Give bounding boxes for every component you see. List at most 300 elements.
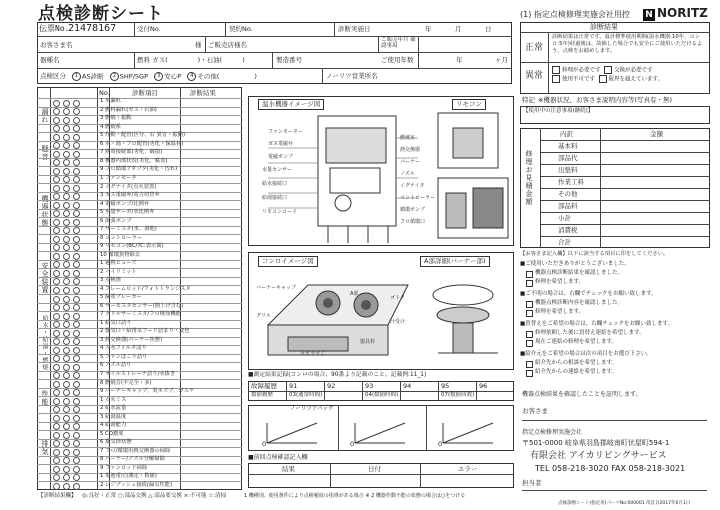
checklist-item: 5 ファンほこり詰り (100, 353, 148, 360)
result-mark-circle[interactable] (53, 364, 60, 371)
footer-legend: 【診断結果欄】 (38, 493, 77, 499)
checklist-row (37, 362, 242, 363)
estimate-row-label: 作業工料 (558, 178, 584, 186)
checklist-item: 5 作動・配管(区分、石 異音・振動) (100, 132, 186, 139)
checklist-item: 4 給湯能力 (100, 422, 127, 429)
result-mark-circle[interactable] (73, 185, 80, 192)
footer-code: 点検診断シート(指定用)パーツNo:000001 改訂日2017年6月1日 (558, 501, 691, 506)
result-mark-circle[interactable] (73, 330, 80, 337)
consent-checkbox[interactable] (526, 370, 533, 377)
stove-label-cap: バーナーキャップ (256, 285, 297, 291)
result-mark-circle[interactable] (73, 287, 80, 294)
result-mark-circle[interactable] (73, 313, 80, 320)
pressure-gauge-3 (438, 418, 498, 448)
designation-label: (1) 指定点検修理実施会社用控 (520, 10, 630, 19)
serial-label: 製造番号 (276, 56, 302, 64)
stove-label-grill: グリル (256, 313, 272, 319)
result-mark-circle[interactable] (73, 381, 80, 388)
result-mark-circle[interactable] (73, 406, 80, 413)
boiler-label-nozzle: ノズル (400, 171, 415, 177)
result-mark-circle[interactable] (73, 372, 80, 379)
estimate-row-label: 部品代 (558, 154, 578, 162)
date-label: 診断実施日 (338, 25, 371, 33)
result-mark-circle[interactable] (63, 261, 70, 268)
group-noise: 騒音 (41, 145, 49, 161)
consent-option: 機器点検診断内容を確認しました。 (535, 300, 624, 306)
consent-heading: ■ご使用いただきありがとうございました。 (520, 261, 630, 267)
checklist-item: 3 点検箇 (100, 277, 121, 284)
estimate-head-breakdown: 内訳 (560, 130, 573, 138)
checklist-item: 5 漏電ブレーカー (100, 294, 142, 301)
result-mark-circle[interactable] (63, 270, 70, 277)
result-mark-circle[interactable] (63, 372, 70, 379)
result-mark-circle[interactable] (53, 168, 60, 175)
confirm-text: 機器点検結果を確認したことを証明します。 (522, 391, 642, 398)
result-mark-circle[interactable] (53, 287, 60, 294)
boiler-label-gas-valve: ガス電磁弁 (268, 141, 294, 147)
result-mark-circle[interactable] (73, 100, 80, 107)
estimate-vertical-label: 修理お見積金額 (525, 150, 533, 206)
result-mark-circle[interactable] (53, 219, 60, 226)
boiler-label-igniter: イグナイタ (400, 183, 425, 189)
result-mark-circle[interactable] (73, 236, 80, 243)
result-mark-circle[interactable] (63, 125, 70, 132)
result-mark-circle[interactable] (53, 466, 60, 473)
record-cell: 03(通常時間) (289, 392, 323, 398)
result-mark-circle[interactable] (53, 423, 60, 430)
result-mark-circle[interactable] (63, 193, 70, 200)
stove-label-knob: 点火ツマミ (300, 351, 326, 357)
result-mark-circle[interactable] (53, 313, 60, 320)
prev-col-result: 結果 (282, 465, 295, 473)
consent-checkbox[interactable] (526, 340, 533, 347)
consent-option: 修理を希望します。 (535, 309, 585, 315)
abnormal-opt4-checkbox[interactable] (599, 75, 607, 83)
checklist-item: 5 CO濃度 (100, 430, 124, 437)
result-mark-circle[interactable] (63, 423, 70, 430)
result-mark-circle[interactable] (63, 466, 70, 473)
checklist-row (37, 396, 242, 397)
result-mark-circle[interactable] (53, 398, 60, 405)
result-mark-circle[interactable] (53, 210, 60, 217)
col-no-header: No. (99, 89, 110, 97)
result-mark-circle[interactable] (73, 278, 80, 285)
result-mark-circle[interactable] (53, 100, 60, 107)
checklist-item: 1 電池電圧(測定・数値) (100, 473, 157, 480)
estimate-row-label: 基本料 (558, 142, 578, 150)
result-mark-circle[interactable] (63, 304, 70, 311)
result-mark-circle[interactable] (63, 278, 70, 285)
result-mark-circle[interactable] (73, 304, 80, 311)
checklist-item: 2 レジブッシュ接続(漏気性能) (100, 481, 173, 488)
consent-heading: ■買替えをご希望の場合は、右欄チェックをお願い致します。 (520, 321, 674, 327)
abnormal-opt2-checkbox[interactable] (604, 66, 612, 74)
code-cell: 93 (365, 382, 374, 390)
result-mark-circle[interactable] (63, 440, 70, 447)
result-mark-circle[interactable] (53, 457, 60, 464)
result-mark-circle[interactable] (53, 202, 60, 209)
result-mark-circle[interactable] (53, 330, 60, 337)
checklist-item: 3 燃焼・振動 (100, 115, 132, 122)
result-mark-circle[interactable] (63, 227, 70, 234)
consent-checkbox[interactable] (526, 271, 533, 278)
result-mark-circle[interactable] (53, 296, 60, 303)
result-mark-circle[interactable] (63, 176, 70, 183)
result-mark-circle[interactable] (63, 296, 70, 303)
checklist-item: 6 サーモスタセンサー(熱上げ含む) (100, 302, 184, 309)
result-mark-circle[interactable] (63, 347, 70, 354)
result-mark-circle[interactable] (53, 483, 60, 490)
code-cell: 故障履歴 (251, 382, 277, 390)
fuel-label: 燃料 ガス( )・石油( ) (137, 56, 245, 64)
col-item-header: 診断項目 (132, 89, 158, 97)
boiler-label-remote-cord: リモコンコード (262, 209, 298, 215)
result-mark-circle[interactable] (63, 389, 70, 396)
result-mark-circle[interactable] (63, 287, 70, 294)
result-mark-circle[interactable] (63, 108, 70, 115)
result-mark-circle[interactable] (53, 449, 60, 456)
result-mark-circle[interactable] (73, 219, 80, 226)
checklist-item: 4 電磁ポンプ/比例弁 (100, 200, 150, 207)
result-mark-circle[interactable] (73, 168, 80, 175)
result-mark-circle[interactable] (73, 389, 80, 396)
result-mark-circle[interactable] (73, 270, 80, 277)
group-safety: 安全装置 (41, 262, 49, 294)
estimate-row-label: 部品料 (558, 202, 578, 210)
result-mark-circle[interactable] (73, 440, 80, 447)
result-mark-circle[interactable] (63, 134, 70, 141)
result-mark-circle[interactable] (53, 159, 60, 166)
result-mark-circle[interactable] (63, 244, 70, 251)
result-mark-circle[interactable] (73, 398, 80, 405)
checklist-rows (37, 98, 242, 490)
result-mark-circle[interactable] (63, 236, 70, 243)
stove-label-drip: 汁受け (390, 319, 406, 325)
checklist-item: 6 ノズル詰り (100, 362, 132, 369)
period-label: ご販売年月 確認事項 (381, 37, 416, 49)
code-cell: 96 (479, 382, 488, 390)
result-mark-circle[interactable] (73, 159, 80, 166)
result-mark-circle[interactable] (73, 117, 80, 124)
result-mark-circle[interactable] (53, 244, 60, 251)
warnings-title: 【使用中の注意事項(継続)】 (523, 108, 594, 114)
area-option-1: AS診断 (82, 72, 104, 81)
result-mark-circle[interactable] (63, 151, 70, 158)
agency-label: ご販売店様名 (208, 41, 247, 49)
result-mark-circle[interactable] (63, 321, 70, 328)
area-option-4-circle[interactable]: 4 (187, 72, 196, 81)
consent-checkbox[interactable] (526, 331, 533, 338)
col-result-header: 診断結果 (190, 89, 216, 97)
reception-label: 受付No. (137, 25, 161, 33)
result-mark-circle[interactable] (53, 176, 60, 183)
checklist-item: 1 給気口詰り (100, 319, 132, 326)
checklist-item: 9 リモコン(BC/TC:表示面) (100, 243, 164, 250)
result-mark-circle[interactable] (73, 483, 80, 490)
result-mark-circle[interactable] (53, 440, 60, 447)
result-mark-circle[interactable] (73, 466, 80, 473)
staff-label: 担当者 (522, 479, 542, 487)
result-mark-circle[interactable] (73, 210, 80, 217)
result-mark-circle[interactable] (63, 253, 70, 260)
result-mark-circle[interactable] (73, 227, 80, 234)
result-mark-circle[interactable] (73, 321, 80, 328)
checklist-item: 8 機器内部状況(劣化、腐食) (100, 157, 168, 164)
result-mark-circle[interactable] (53, 185, 60, 192)
brand-logo: N NORITZ (643, 7, 708, 21)
result-mark-circle[interactable] (73, 125, 80, 132)
record-cell: 07(数値回数) (441, 392, 475, 398)
result-mark-circle[interactable] (63, 381, 70, 388)
result-mark-circle[interactable] (53, 134, 60, 141)
consent-option: 修理依頼した後に買替え連絡を希望します。 (535, 330, 645, 336)
result-mark-circle[interactable] (73, 261, 80, 268)
checklist-row (37, 430, 242, 431)
pressure-value-3: 0 (438, 440, 443, 448)
area-label: 点検区分 (40, 72, 66, 80)
boiler-label-burner: バーナー (400, 159, 421, 165)
result-mark-circle[interactable] (53, 347, 60, 354)
result-mark-circle[interactable] (63, 219, 70, 226)
checklist-item: 7 サーミスタ(水、湯他) (100, 226, 157, 233)
result-mark-circle[interactable] (63, 338, 70, 345)
record-title: ■測定結果記録(コンロの場合、90番より記載のこと。記載例:11_1) (248, 372, 427, 378)
result-mark-circle[interactable] (73, 415, 80, 422)
consent-blocks (520, 262, 710, 382)
estimate-rows (540, 140, 710, 248)
company-tel: TEL 058-218-3020 FAX 058-218-3021 (535, 464, 686, 473)
checklist-item: 4 フレームロッド/フォトトランジスタ (100, 285, 191, 292)
result-mark-circle[interactable] (53, 372, 60, 379)
checklist-item: 8 燃焼音(不完全・多) (100, 379, 152, 386)
consent-checkbox[interactable] (526, 280, 533, 287)
checklist-row (37, 413, 242, 414)
voucher-label: 伝票No. (39, 24, 70, 33)
group-performance: 性能 (41, 390, 49, 406)
checklist-item: 7 フロ/循環用熱交換器の掃除 (100, 447, 171, 454)
result-mark-circle[interactable] (63, 159, 70, 166)
result-mark-circle[interactable] (53, 278, 60, 285)
result-mark-circle[interactable] (53, 270, 60, 277)
result-mark-circle[interactable] (63, 330, 70, 337)
area-option-2-circle[interactable]: 2 (110, 72, 119, 81)
prev-col-error: エラー (458, 465, 478, 473)
area-option-1-circle[interactable]: 1 (72, 72, 81, 81)
checklist-item: 2 燃料漏れ(ガス・石油) (100, 106, 157, 113)
result-mark-circle[interactable] (63, 432, 70, 439)
result-mark-circle[interactable] (63, 210, 70, 217)
result-mark-circle[interactable] (53, 389, 60, 396)
estimate-head-amount: 金額 (650, 130, 663, 138)
pressure-value-2: 0 (350, 440, 355, 448)
result-mark-circle[interactable] (53, 108, 60, 115)
normal-text: 診断結果は正常です。設計標準使用期間(温水機器:10年、コンロ:5年)経過後は、故障した場合でも安全にご使用いただけるよう、点検をお勧めします。 (552, 34, 703, 54)
pressure-gauge-2 (350, 418, 410, 448)
estimate-row-label: 合計 (558, 238, 571, 246)
result-mark-circle[interactable] (73, 355, 80, 362)
result-mark-circle[interactable] (73, 108, 80, 115)
remote-title: リモコン (452, 99, 486, 110)
result-mark-circle[interactable] (63, 313, 70, 320)
result-mark-circle[interactable] (53, 381, 60, 388)
result-mark-circle[interactable] (63, 415, 70, 422)
contract-label: 契約No. (229, 25, 253, 33)
checklist-item: 1 ファンモータ (100, 174, 137, 181)
result-mark-circle[interactable] (63, 398, 70, 405)
customer-name-label: お客さま名 (40, 41, 73, 49)
boiler-label-bath-port: フロ循環口 (400, 219, 426, 225)
brand-name: NORITZ (657, 6, 708, 20)
checklist-item: 4 燃焼系 (100, 123, 121, 130)
result-mark-circle[interactable] (53, 415, 60, 422)
stove-label-a: A部 (350, 291, 359, 297)
code-cell: 92 (327, 382, 336, 390)
area-option-3-circle[interactable]: 3 (154, 72, 163, 81)
stove-label-cock: 器具栓 (360, 339, 376, 345)
abnormal-opt3-checkbox[interactable] (552, 75, 560, 83)
stove-label-trivet: ゴトク (390, 295, 405, 301)
use-month-unit: ヶ月 (495, 56, 508, 64)
result-mark-circle[interactable] (53, 227, 60, 234)
result-mark-circle[interactable] (73, 142, 80, 149)
checklist-item: 3 ガス電磁弁/電力切替弁 (100, 192, 160, 199)
group-leak: 漏れ (41, 108, 49, 124)
result-mark-circle[interactable] (63, 185, 70, 192)
result-mark-circle[interactable] (73, 457, 80, 464)
result-mark-circle[interactable] (53, 474, 60, 481)
checklist-item: 6 湯張ポンプ (100, 217, 132, 224)
result-mark-circle[interactable] (53, 151, 60, 158)
code-table (248, 381, 514, 401)
result-mark-circle[interactable] (73, 347, 80, 354)
result-mark-circle[interactable] (63, 202, 70, 209)
area-options: 1 AS診断 2 SHP/SGP 3 安心P 4 その他( ) (72, 72, 257, 81)
footer-marks: ◎:良好・正常 ○:部品交換 △:部品要交換 ×:不可能 ☆:清掃 (82, 493, 227, 499)
result-mark-circle[interactable] (73, 423, 80, 430)
result-mark-circle[interactable] (63, 483, 70, 490)
model-label: 器種名 (40, 56, 60, 64)
result-mark-circle[interactable] (53, 355, 60, 362)
checklist-item: 3 給湯温度 (100, 413, 127, 420)
consent-checkbox[interactable] (526, 310, 533, 317)
group-exhaust: 排気 (41, 440, 49, 456)
checklist-item: 3 熱交換器(バーナー状態) (100, 336, 163, 343)
checklist-item: 5 水量サーボ/水比例弁 (100, 209, 155, 216)
use-year-unit: 年 (456, 56, 463, 64)
footer-note: 1 機種別、使用条件により点検頻度の指導がある場合 ※ 2 機器作動不能の状態の場合は○をつける (244, 493, 466, 499)
result-mark-circle[interactable] (53, 406, 60, 413)
consent-title: 【お客さま記入欄】以下に該当する項目に印をしてください。 (520, 251, 669, 257)
abnormal-label: 異常 (525, 71, 544, 81)
estimate-row-label: その他 (558, 190, 578, 198)
result-mark-circle[interactable] (63, 142, 70, 149)
estimate-row-label: 小計 (558, 214, 571, 222)
result-mark-circle[interactable] (53, 253, 60, 260)
boiler-label-exchanger: 熱交換器 (400, 147, 421, 153)
record-cell: 数値履歴 (251, 392, 274, 398)
result-mark-circle[interactable] (73, 176, 80, 183)
result-mark-circle[interactable] (53, 432, 60, 439)
result-mark-circle[interactable] (73, 151, 80, 158)
page-title: 点検診断シート (38, 4, 164, 24)
code-cell: 94 (403, 382, 412, 390)
area-option-2: SHP/SGP (119, 72, 148, 81)
result-mark-circle[interactable] (53, 193, 60, 200)
note-label: 特記 (522, 96, 535, 104)
result-mark-circle[interactable] (73, 253, 80, 260)
result-mark-circle[interactable] (73, 296, 80, 303)
stove-drawing (248, 265, 514, 369)
result-mark-circle[interactable] (63, 100, 70, 107)
result-mark-circle[interactable] (63, 457, 70, 464)
result-mark-circle[interactable] (73, 432, 80, 439)
result-mark-circle[interactable] (73, 474, 80, 481)
result-mark-circle[interactable] (63, 449, 70, 456)
checklist-item: 2 ハイリミット (100, 268, 137, 275)
result-mark-circle[interactable] (53, 236, 60, 243)
month-unit: 月 (455, 25, 462, 33)
boiler-label-fan: ファンモーター (268, 129, 303, 135)
code-cell: 91 (289, 382, 298, 390)
result-mark-circle[interactable] (53, 117, 60, 124)
result-mark-circle[interactable] (63, 474, 70, 481)
checklist-item: 7 熱電接続部(劣化、破損) (100, 149, 163, 156)
boiler-label-controller: コントローラー (400, 195, 436, 201)
checklist-item: 1 点火ミス (100, 396, 127, 403)
result-mark-circle[interactable] (63, 355, 70, 362)
day-unit: 日 (485, 25, 492, 33)
area-option-3: 安心P (164, 72, 182, 81)
result-mark-circle[interactable] (73, 449, 80, 456)
noritz-office-label: ノーリツ営業所名 (326, 72, 378, 80)
pressure-title: ノーリツアバック (290, 406, 334, 412)
checklist-item: 8 コントローラー (100, 234, 143, 241)
checklist-item: 2 排気口・給排気フード詰まり・変色 (100, 328, 190, 335)
abnormal-options: 修理が必要です 交換が必要です 使用不可です 限界を超えています。 (552, 66, 707, 85)
customer-sign-label: お客さま (522, 407, 548, 415)
use-years-label: ご使用年数 (381, 56, 414, 64)
result-mark-circle[interactable] (53, 338, 60, 345)
result-mark-circle[interactable] (53, 125, 60, 132)
boiler-label-outlet: 給湯接続口 (262, 195, 288, 201)
result-mark-circle[interactable] (63, 168, 70, 175)
result-mark-circle[interactable] (63, 364, 70, 371)
consent-checkbox[interactable] (526, 301, 533, 308)
checklist-item: 1 水漏れ (100, 98, 121, 105)
result-mark-circle[interactable] (73, 193, 80, 200)
result-mark-circle[interactable] (63, 117, 70, 124)
result-mark-circle[interactable] (73, 244, 80, 251)
result-mark-circle[interactable] (63, 406, 70, 413)
result-mark-circle[interactable] (53, 261, 60, 268)
consent-checkbox[interactable] (526, 361, 533, 368)
result-mark-circle[interactable] (53, 304, 60, 311)
abnormal-opt1-checkbox[interactable] (552, 66, 560, 74)
result-mark-circle[interactable] (53, 142, 60, 149)
boiler-label-supply: 給水接続口 (262, 181, 288, 187)
result-mark-circle[interactable] (53, 321, 60, 328)
result-mark-circle[interactable] (73, 364, 80, 371)
prev-col-date: 日付 (368, 465, 381, 473)
company-label: 指定点検修理実施会社 (522, 429, 583, 436)
checklist-item: 4 入水フィルタ詰り (100, 345, 147, 352)
result-mark-circle[interactable] (73, 338, 80, 345)
company-address: 〒501-0000 岐阜県羽島郡岐南町伏屋町594-1 (522, 439, 670, 447)
previous-record-title: ■前回点検確認記入欄 (248, 454, 308, 461)
code-cell: 95 (441, 382, 450, 390)
result-mark-circle[interactable] (73, 202, 80, 209)
result-mark-circle[interactable] (73, 134, 80, 141)
